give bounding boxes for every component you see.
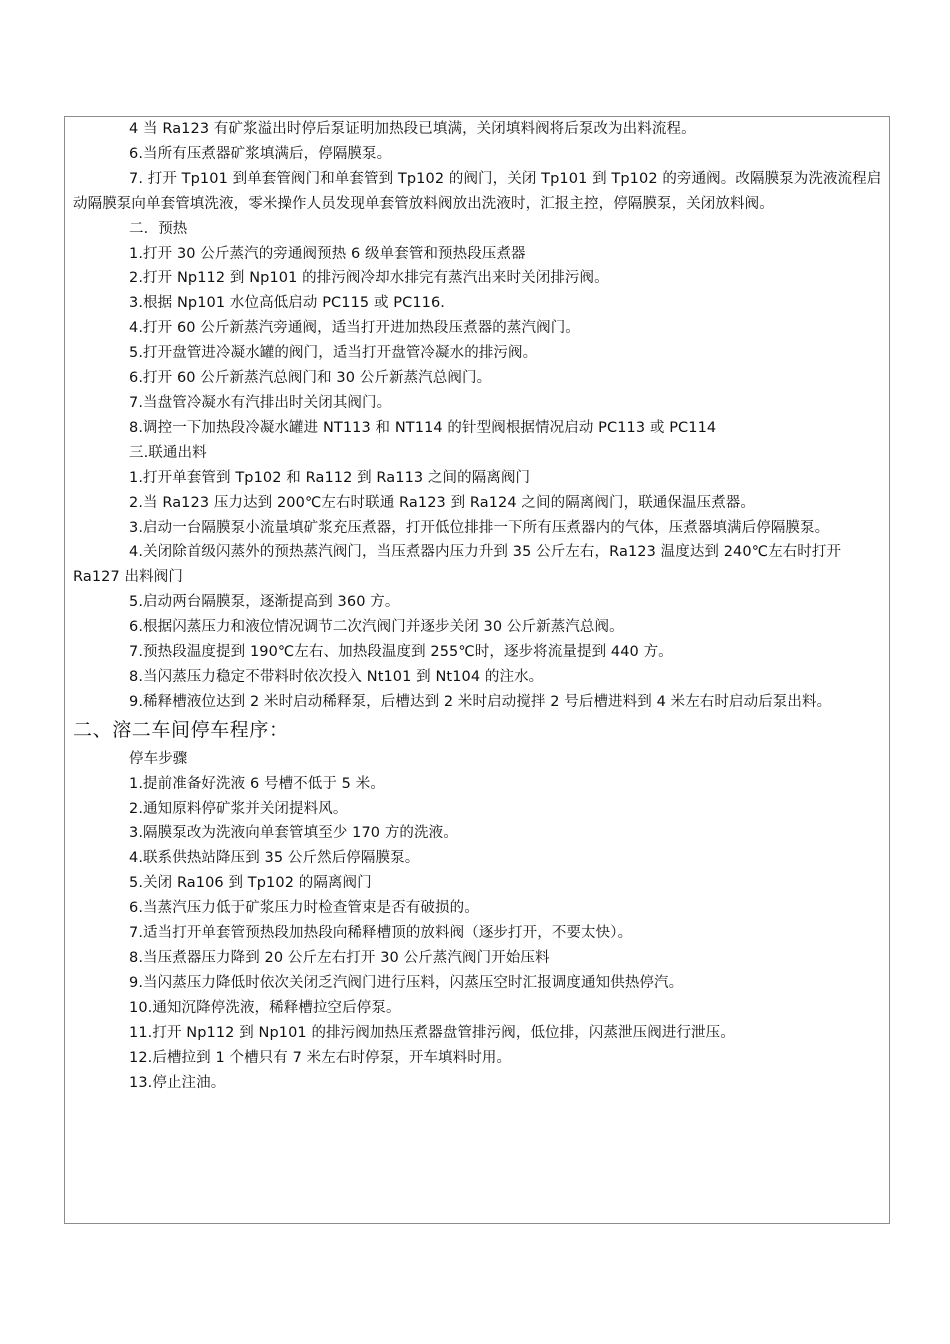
paragraph: 3.启动一台隔膜泵小流量填矿浆充压煮器，打开低位排排一下所有压煮器内的气体，压煮器填满后停隔膜泵。: [129, 519, 830, 536]
paragraph: 7. 打开 Tp101 到单套管阀门和单套管到 Tp102 的阀门，关闭 Tp101 到 Tp102 的旁通阀。改隔膜泵为洗液流程启动隔膜泵向单套管填洗液，零米操作人员发现单套管放料阀放出洗液时，汇报主控，停隔膜泵，关闭放料阀。: [73, 170, 882, 212]
paragraph: 1.提前准备好洗液 6 号槽不低于 5 米。: [129, 775, 385, 792]
paragraph: 12.后槽拉到 1 个槽只有 7 米左右时停泵，开车填料时用。: [129, 1049, 512, 1066]
paragraph: 4 当 Ra123 有矿浆溢出时停后泵证明加热段已填满，关闭填料阀将后泵改为出料流程。: [129, 121, 696, 137]
paragraph: 8.调控一下加热段冷凝水罐进 NT113 和 NT114 的针型阀根据情况启动 PC113 或 PC114: [129, 419, 717, 436]
paragraph: 5.关闭 Ra106 到 Tp102 的隔离阀门: [129, 875, 372, 892]
paragraph: 3.隔膜泵改为洗液向单套管填至少 170 方的洗液。: [129, 825, 458, 842]
subsection-heading: 停车步骤: [129, 750, 188, 767]
paragraph: 2.当 Ra123 压力达到 200℃左右时联通 Ra123 到 Ra124 之间的隔离阀门，联通保温压煮器。: [129, 494, 756, 511]
paragraph: 8.当闪蒸压力稳定不带料时依次投入 Nt101 到 Nt104 的注水。: [129, 668, 544, 685]
paragraph: 4.打开 60 公斤新蒸汽旁通阀，适当打开进加热段压煮器的蒸汽阀门。: [129, 320, 580, 337]
paragraph: 6.当蒸汽压力低于矿浆压力时检查管束是否有破损的。: [129, 900, 479, 917]
paragraph: 5.打开盘管进冷凝水罐的阀门，适当打开盘管冷凝水的排污阀。: [129, 345, 538, 362]
paragraph: 5.启动两台隔膜泵，逐渐提高到 360 方。: [129, 594, 400, 611]
paragraph: 7.当盘管冷凝水有汽排出时关闭其阀门。: [129, 394, 392, 411]
paragraph: 7.适当打开单套管预热段加热段向稀释槽顶的放料阀（逐步打开，不要太快）。: [129, 925, 633, 942]
document-body: [73, 117, 885, 1095]
paragraph: 1.打开 30 公斤蒸汽的旁通阀预热 6 级单套管和预热段压煮器: [129, 245, 526, 262]
section-heading: 二、溶二车间停车程序：: [73, 718, 289, 741]
paragraph: 6.根据闪蒸压力和液位情况调节二次汽阀门并逐步关闭 30 公斤新蒸汽总阀。: [129, 619, 624, 636]
paragraph: 4.联系供热站降压到 35 公斤然后停隔膜泵。: [129, 850, 420, 867]
subsection-heading: 三.联通出料: [129, 444, 207, 461]
paragraph: 4.关闭除首级闪蒸外的预热蒸汽阀门，当压煮器内压力升到 35 公斤左右，Ra123 温度达到 240℃左右时打开 Ra127 出料阀门: [73, 544, 842, 586]
paragraph: 6.打开 60 公斤新蒸汽总阀门和 30 公斤新蒸汽总阀门。: [129, 370, 492, 387]
paragraph: 1.打开单套管到 Tp102 和 Ra112 到 Ra113 之间的隔离阀门: [129, 469, 531, 486]
paragraph: 3.根据 Np101 水位高低启动 PC115 或 PC116.: [129, 295, 446, 312]
paragraph: 7.预热段温度提到 190℃左右、加热段温度到 255℃时，逐步将流量提到 440 方。: [129, 644, 673, 661]
paragraph: 2.通知原料停矿浆并关闭提料风。: [129, 800, 348, 817]
paragraph: 8.当压煮器压力降到 20 公斤左右打开 30 公斤蒸汽阀门开始压料: [129, 950, 550, 966]
subsection-heading: 二．预热: [129, 220, 188, 237]
paragraph: 9.稀释槽液位达到 2 米时启动稀释泵，后槽达到 2 米时启动搅拌 2 号后槽进料到 4 米左右时启动后泵出料。: [129, 693, 832, 710]
paragraph: 6.当所有压煮器矿浆填满后，停隔膜泵。: [129, 145, 392, 162]
paragraph: 2.打开 Np112 到 Np101 的排污阀冷却水排完有蒸汽出来时关闭排污阀。: [129, 270, 609, 287]
paragraph: 13.停止注油。: [129, 1074, 226, 1091]
paragraph: 10.通知沉降停洗液，稀释槽拉空后停泵。: [129, 999, 401, 1016]
paragraph: 11.打开 Np112 到 Np101 的排污阀加热压煮器盘管排污阀，低位排，闪蒸泄压阀进行泄压。: [129, 1024, 735, 1041]
paragraph: 9.当闪蒸压力降低时依次关闭乏汽阀门进行压料，闪蒸压空时汇报调度通知供热停汽。: [129, 974, 684, 991]
